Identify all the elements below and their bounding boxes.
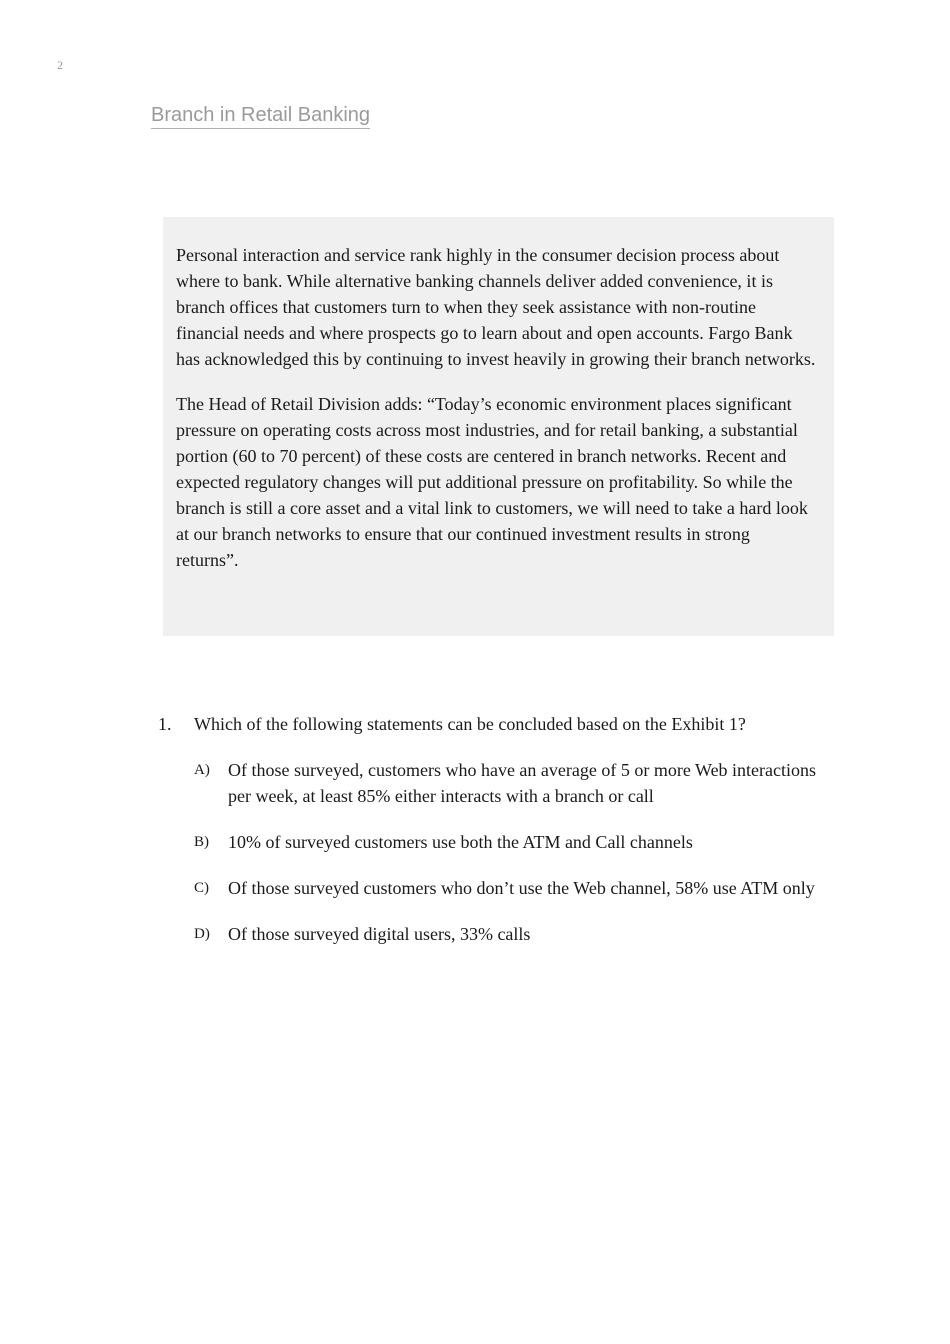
answer-option-b[interactable]	[194, 829, 838, 855]
question-number: 1.	[158, 714, 172, 734]
page-number: 2	[57, 58, 63, 72]
question-text: Which of the following statements can be concluded based on the Exhibit 1?	[194, 714, 746, 734]
exhibit-paragraph: The Head of Retail Division adds: “Today’s economic environment places significant pressure on operating costs across most industries, and for retail banking, a substantial portion (60 to 70 percent) of these costs are centered in branch networks. Recent and expected regulatory changes will put additional pressure on profitability. So while the branch is still a core asset and a vital link to customers, we will need to take a hard look at our branch networks to ensure that our continued investment results in strong returns”.	[176, 394, 808, 570]
answer-option-c[interactable]	[194, 875, 838, 901]
document-title: Branch in Retail Banking	[151, 103, 370, 129]
option-text: 10% of surveyed customers use both the ATM and Call channels	[228, 832, 693, 852]
option-text: Of those surveyed customers who don’t use the Web channel, 58% use ATM only	[228, 878, 815, 898]
answer-options	[194, 757, 838, 947]
option-letter: D)	[194, 926, 210, 942]
question-stem	[158, 711, 838, 737]
answer-option-d[interactable]	[194, 921, 838, 947]
exhibit-box	[163, 217, 834, 636]
answer-option-a[interactable]	[194, 757, 838, 809]
option-letter: C)	[194, 880, 209, 896]
question	[158, 711, 838, 967]
exhibit-paragraph: Personal interaction and service rank highly in the consumer decision process about where to bank. While alternative banking channels deliver added convenience, it is branch offices that customers turn to when they seek assistance with non-routine financial needs and where prospects go to learn about and open accounts. Fargo Bank has acknowledged this by continuing to invest heavily in growing their branch networks.	[176, 245, 816, 369]
option-text: Of those surveyed digital users, 33% calls	[228, 924, 531, 944]
option-letter: B)	[194, 834, 209, 850]
option-letter: A)	[194, 762, 210, 778]
option-text: Of those surveyed, customers who have an average of 5 or more Web interactions per week, at least 85% either interacts with a branch or call	[228, 760, 817, 806]
